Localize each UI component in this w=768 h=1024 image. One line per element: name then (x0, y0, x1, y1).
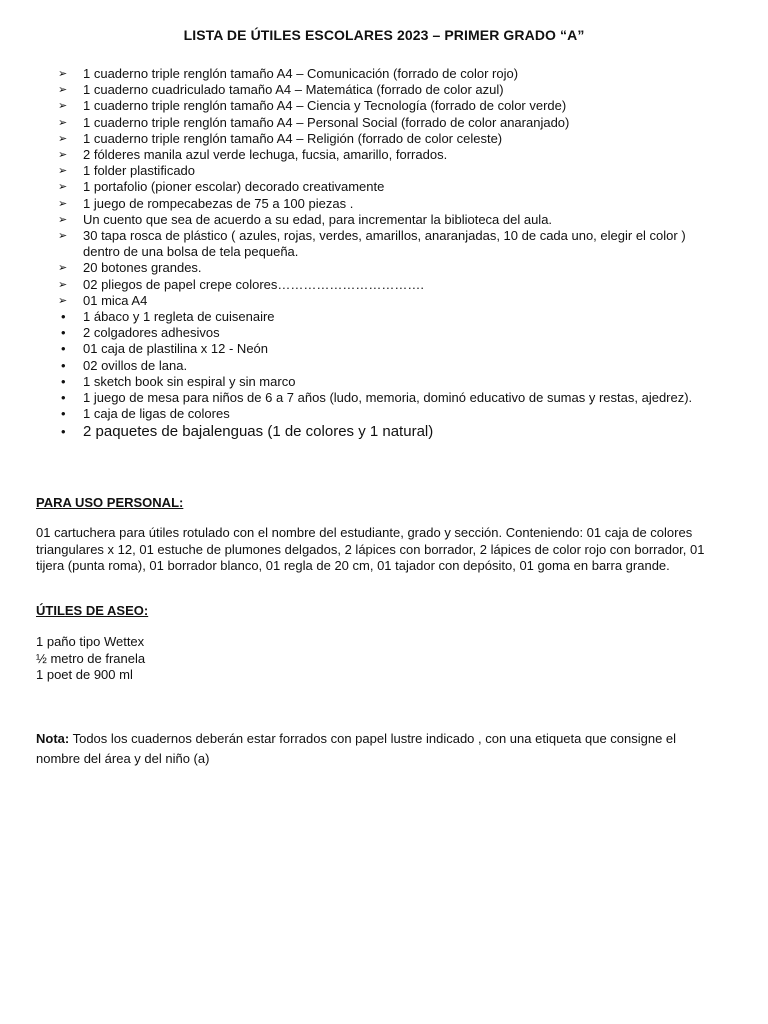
arrow-bullet-icon: ➢ (58, 100, 68, 113)
arrow-bullet-icon: ➢ (58, 278, 68, 291)
arrow-bullet-icon: ➢ (58, 116, 68, 129)
list-item: ➢ 1 cuaderno triple renglón tamaño A4 – Ciencia y Tecnología (forrado de color verde) (58, 98, 567, 114)
note-text: Todos los cuadernos deberán estar forrados con papel lustre indicado , con una etiqueta que consigne el nombre del área y del niño (a) (36, 731, 677, 766)
dot-bullet-icon: • (61, 390, 66, 406)
hygiene-item: 1 paño tipo Wettex (36, 634, 145, 649)
personal-use-text: 01 cartuchera para útiles rotulado con el nombre del estudiante, grado y sección. Conteniendo: 01 caja de colores triangulares x 12, 01 estuche de plumones delgados, 2 lápices con borrador, 2 lápices de color rojo con borrador, 01 tijera (punta roma), 01 borrador blanco, 01 regla de 20 cm, 01 tajador con depósito, 01 goma en barra grande. (36, 525, 705, 573)
list-item: ➢ 20 botones grandes. (58, 260, 202, 276)
note-paragraph (36, 729, 712, 769)
arrow-bullet-icon: ➢ (58, 149, 68, 162)
list-item: ➢ 1 cuaderno cuadriculado tamaño A4 – Matemática (forrado de color azul) (58, 82, 504, 98)
list-item: ➢ 1 cuaderno triple renglón tamaño A4 – Personal Social (forrado de color anaranjado) (58, 114, 570, 130)
list-item: • 2 paquetes de bajalenguas (1 de colores y 1 natural) (61, 423, 434, 441)
dot-bullet-icon: • (61, 325, 66, 341)
list-item: • 1 caja de ligas de colores (61, 406, 230, 422)
arrow-bullet-icon: ➢ (58, 262, 68, 275)
list-item: ➢ 1 juego de rompecabezas de 75 a 100 piezas . (58, 195, 354, 211)
list-item: ➢ 30 tapa rosca de plástico ( azules, rojas, verdes, amarillos, anaranjadas, 10 de cada uno, elegir el color ) dentro de una bolsa de tela pequeña. (58, 228, 686, 260)
hygiene-list (36, 634, 712, 684)
arrow-bullet-icon: ➢ (58, 84, 68, 97)
arrow-bullet-icon: ➢ (58, 181, 68, 194)
arrow-bullet-icon: ➢ (58, 213, 68, 226)
list-item: • 2 colgadores adhesivos (61, 325, 220, 341)
personal-use-heading: PARA USO PERSONAL: (36, 495, 184, 510)
dot-bullet-icon: • (61, 373, 66, 389)
arrow-bullet-icon: ➢ (58, 165, 68, 178)
list-item: ➢ 01 mica A4 (58, 292, 148, 308)
arrow-bullet-icon: ➢ (58, 294, 68, 307)
dot-bullet-icon: • (61, 341, 66, 357)
arrow-bullet-icon: ➢ (58, 197, 68, 210)
list-item: • 02 ovillos de lana. (61, 357, 188, 373)
arrow-bullet-icon: ➢ (58, 230, 68, 243)
supply-list (58, 66, 718, 441)
list-item: ➢ 1 folder plastificado (58, 163, 196, 179)
list-item: ➢ 1 cuaderno triple renglón tamaño A4 – Religión (forrado de color celeste) (58, 130, 503, 146)
dot-bullet-icon: • (61, 357, 66, 373)
arrow-bullet-icon: ➢ (58, 68, 68, 80)
arrow-bullet-icon: ➢ (58, 132, 68, 145)
dot-bullet-icon: • (61, 406, 66, 422)
page-title: LISTA DE ÚTILES ESCOLARES 2023 – PRIMER GRADO “A” (183, 27, 585, 43)
note-label: Nota: (36, 731, 70, 746)
list-item: • 1 ábaco y 1 regleta de cuisenaire (61, 309, 275, 325)
list-item: ➢ 02 pliegos de papel crepe colores……………………………. (58, 276, 425, 292)
list-item: • 1 sketch book sin espiral y sin marco (61, 373, 296, 389)
list-item: ➢ 1 cuaderno triple renglón tamaño A4 – Comunicación (forrado de color rojo) (58, 66, 519, 81)
list-item: ➢ 1 portafolio (pioner escolar) decorado creativamente (58, 179, 385, 195)
hygiene-item: 1 poet de 900 ml (36, 667, 133, 682)
dot-bullet-icon: • (61, 424, 66, 440)
list-item: • 1 juego de mesa para niños de 6 a 7 años (ludo, memoria, dominó educativo de sumas y restas, ajedrez). (61, 390, 693, 406)
list-item: • 01 caja de plastilina x 12 - Neón (61, 341, 269, 357)
hygiene-heading: ÚTILES DE ASEO: (36, 603, 149, 618)
dot-bullet-icon: • (61, 309, 66, 325)
list-item: ➢ 2 fólderes manila azul verde lechuga, fucsia, amarillo, forrados. (58, 147, 448, 163)
hygiene-item: ½ metro de franela (36, 650, 146, 666)
list-item: ➢ Un cuento que sea de acuerdo a su edad, para incrementar la biblioteca del aula. (58, 211, 553, 227)
